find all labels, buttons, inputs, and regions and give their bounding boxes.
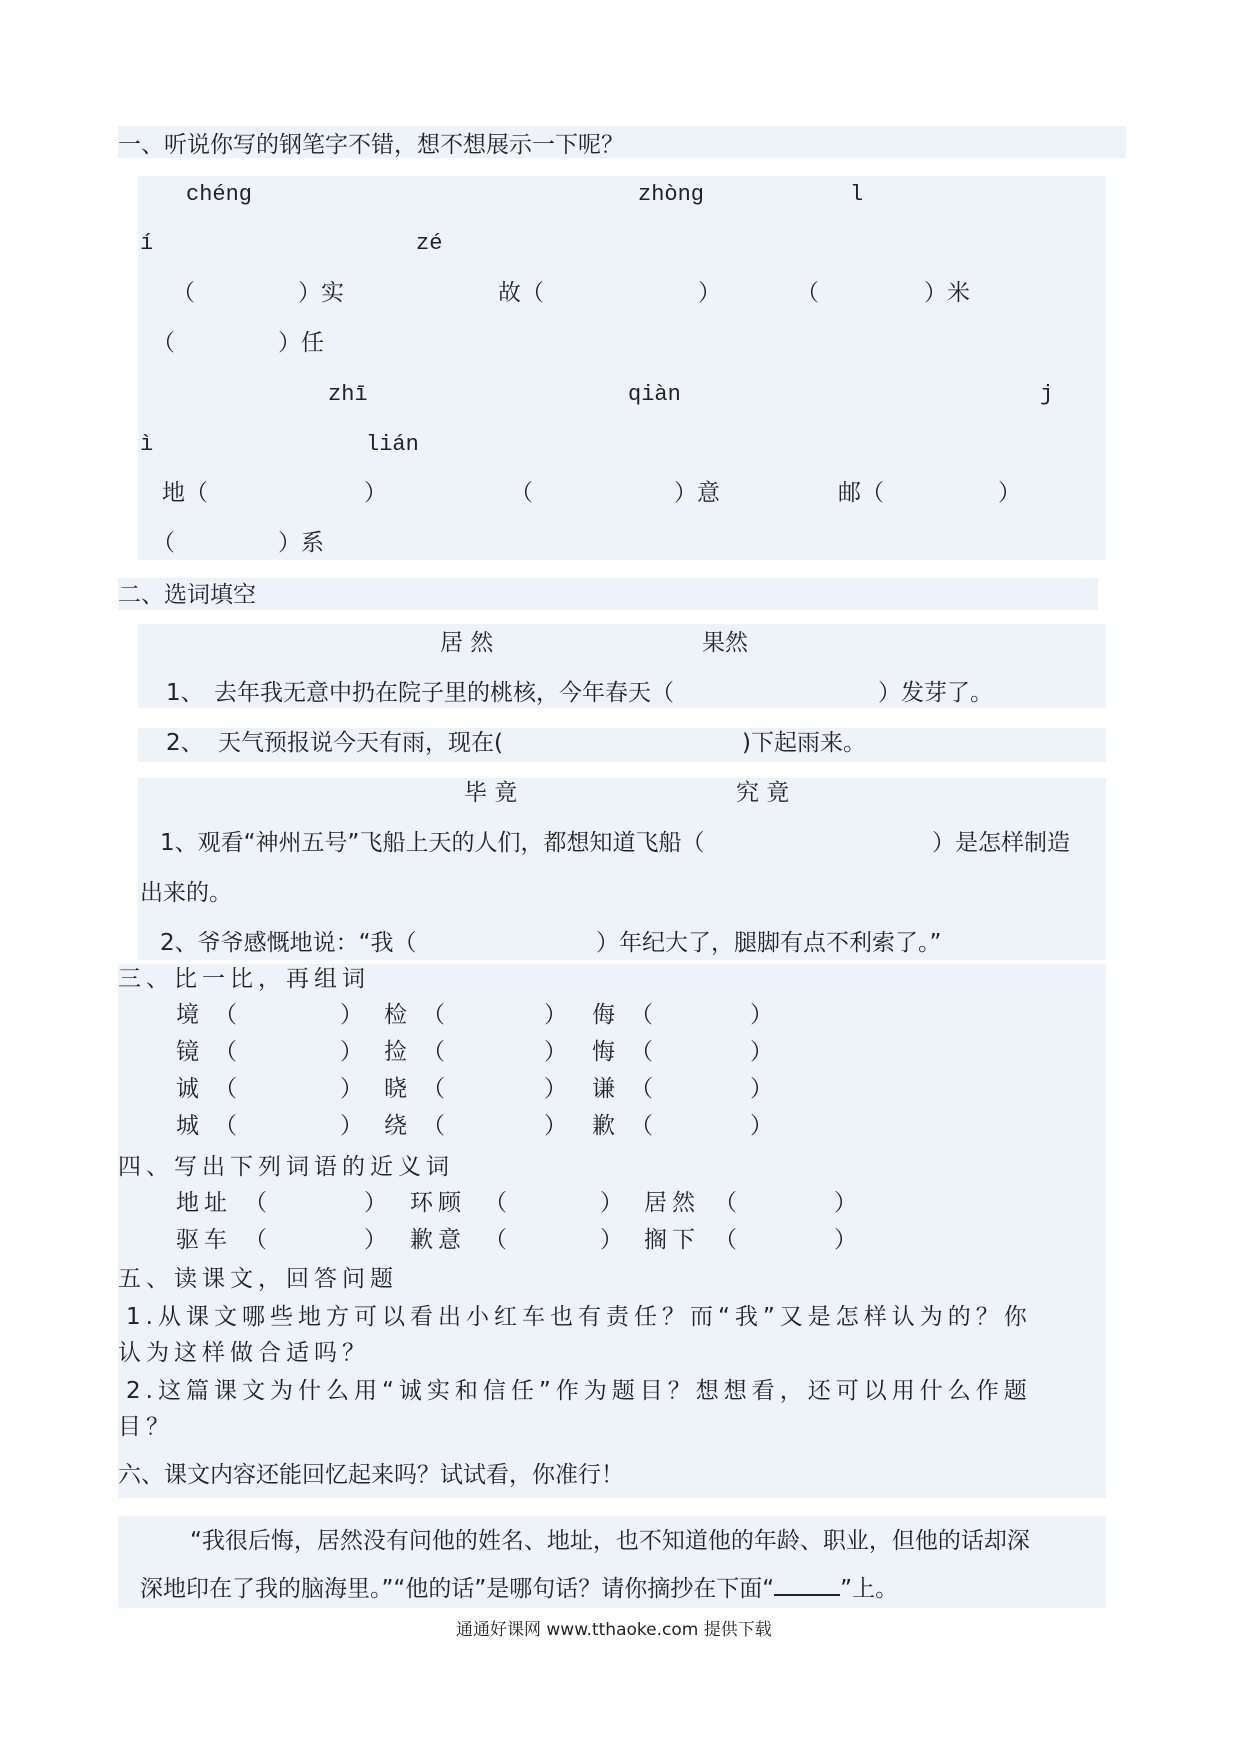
paren-close: ） bbox=[340, 1002, 363, 1028]
paren-open: （ bbox=[172, 280, 195, 306]
paren-open: （ bbox=[630, 1113, 653, 1139]
paren-close: ） bbox=[600, 1190, 623, 1216]
word-yi: ）意 bbox=[674, 480, 720, 506]
paren-open: （ bbox=[796, 280, 819, 306]
paren-open: （ bbox=[484, 1190, 507, 1216]
paren-open: （ bbox=[484, 1227, 507, 1253]
answer-blank-line bbox=[774, 1578, 840, 1596]
choice-bijing: 毕 竟 bbox=[464, 780, 518, 806]
paren-open: （ bbox=[714, 1190, 737, 1216]
pinyin-zhi: zhī bbox=[328, 382, 368, 407]
compare-char: 检 bbox=[384, 1002, 407, 1028]
word-shi: ）实 bbox=[298, 280, 344, 306]
word-di: 地（ bbox=[162, 480, 208, 506]
paren-close: ） bbox=[698, 280, 721, 306]
paren-close: ） bbox=[340, 1113, 363, 1139]
compare-char: 歉 bbox=[592, 1113, 615, 1139]
compare-char: 悔 bbox=[592, 1039, 615, 1065]
section6-title: 六、课文内容还能回忆起来吗？试试看，你准行！ bbox=[118, 1462, 624, 1488]
word-you: 邮（ bbox=[838, 480, 884, 506]
item-number: 2、 bbox=[166, 730, 204, 756]
paren-open: （ bbox=[152, 330, 175, 356]
compare-char: 谦 bbox=[592, 1076, 615, 1102]
synonym-word: 地址 bbox=[176, 1190, 232, 1216]
section1-title: 一、听说你写的钢笔字不错，想不想展示一下呢？ bbox=[118, 132, 624, 158]
paren-open: （ bbox=[244, 1227, 267, 1253]
item-number: 1、 bbox=[166, 680, 204, 706]
pinyin-i: í bbox=[140, 231, 154, 256]
paren-open: （ bbox=[214, 1002, 237, 1028]
paren-close: ） bbox=[544, 1113, 567, 1139]
paren-open: （ bbox=[422, 1039, 445, 1065]
pinyin-l: l bbox=[850, 182, 864, 207]
paren-close: ） bbox=[544, 1039, 567, 1065]
pinyin-lian: lián bbox=[366, 432, 419, 457]
sentence-b2: 2、爷爷感慨地说：“我（ bbox=[160, 930, 417, 956]
paren-close: ） bbox=[340, 1076, 363, 1102]
compare-char: 境 bbox=[176, 1002, 199, 1028]
paren-open: （ bbox=[244, 1190, 267, 1216]
sentence-b1-cont: 出来的。 bbox=[140, 880, 232, 906]
sentence-a1: 去年我无意中扔在院子里的桃核，今年春天（ bbox=[214, 680, 674, 706]
compare-char: 诚 bbox=[176, 1076, 199, 1102]
section4-title: 四、写出下列词语的近义词 bbox=[118, 1154, 454, 1180]
sentence-a2-end: )下起雨来。 bbox=[742, 730, 866, 756]
question2-cont: 目？ bbox=[118, 1414, 174, 1440]
synonym-word: 搁下 bbox=[644, 1227, 700, 1253]
choice-guoran: 果然 bbox=[702, 630, 748, 656]
word-mi: ）米 bbox=[924, 280, 970, 306]
paren-open: （ bbox=[630, 1039, 653, 1065]
paren-open: （ bbox=[714, 1227, 737, 1253]
paren-close: ） bbox=[544, 1076, 567, 1102]
footer-credit: 通通好课网 www.tthaoke.com 提供下载 bbox=[456, 1620, 772, 1640]
passage-line1: “我很后悔，居然没有问他的姓名、地址，也不知道他的年龄、职业，但他的话却深 bbox=[190, 1528, 1030, 1554]
compare-char: 绕 bbox=[384, 1113, 407, 1139]
paren-close: ） bbox=[750, 1002, 773, 1028]
passage-line2: 深地印在了我的脑海里。”“他的话”是哪句话？请你摘抄在下面“ ”上。 bbox=[140, 1576, 899, 1602]
paren-close: ） bbox=[340, 1039, 363, 1065]
paren-close: ） bbox=[750, 1076, 773, 1102]
paren-open: （ bbox=[630, 1002, 653, 1028]
choice-juran: 居 然 bbox=[440, 630, 494, 656]
question2: 2.这篇课文为什么用“诚实和信任”作为题目？想想看，还可以用什么作题 bbox=[126, 1378, 1032, 1404]
question1: 1.从课文哪些地方可以看出小红车也有责任？而“我”又是怎样认为的？你 bbox=[126, 1304, 1032, 1330]
synonym-word: 居然 bbox=[644, 1190, 700, 1216]
word-gu: 故（ bbox=[498, 280, 544, 306]
synonym-word: 环顾 bbox=[410, 1190, 466, 1216]
compare-char: 晓 bbox=[384, 1076, 407, 1102]
pinyin-qian: qiàn bbox=[628, 382, 681, 407]
paren-open: （ bbox=[152, 530, 175, 556]
compare-char: 侮 bbox=[592, 1002, 615, 1028]
pinyin-i2: ì bbox=[140, 432, 154, 457]
sentence-b2-end: ）年纪大了，腿脚有点不利索了。” bbox=[596, 930, 942, 956]
synonym-word: 歉意 bbox=[410, 1227, 466, 1253]
paren-open: （ bbox=[510, 480, 533, 506]
paren-close: ） bbox=[834, 1190, 857, 1216]
paren-close: ） bbox=[750, 1113, 773, 1139]
sentence-b1: 1、观看“神州五号”飞船上天的人们，都想知道飞船（ bbox=[160, 830, 705, 856]
paren-close: ） bbox=[364, 1227, 387, 1253]
section2-title: 二、选词填空 bbox=[118, 582, 256, 608]
compare-char: 城 bbox=[176, 1113, 199, 1139]
paren-open: （ bbox=[422, 1113, 445, 1139]
paren-close: ） bbox=[834, 1227, 857, 1253]
paren-open: （ bbox=[630, 1076, 653, 1102]
sentence-b1-end: ）是怎样制造 bbox=[932, 830, 1070, 856]
paren-open: （ bbox=[422, 1076, 445, 1102]
paren-open: （ bbox=[214, 1113, 237, 1139]
section5-title: 五、读课文，回答问题 bbox=[118, 1266, 398, 1292]
pinyin-cheng: chéng bbox=[186, 182, 253, 207]
sentence-a1-end: ）发芽了。 bbox=[878, 680, 993, 706]
paren-close: ） bbox=[600, 1227, 623, 1253]
question1-cont: 认为这样做合适吗？ bbox=[118, 1340, 370, 1366]
word-ren: ）任 bbox=[278, 330, 324, 356]
synonym-word: 驱车 bbox=[176, 1227, 232, 1253]
paren-open: （ bbox=[214, 1076, 237, 1102]
paren-open: （ bbox=[422, 1002, 445, 1028]
paren-open: （ bbox=[214, 1039, 237, 1065]
word-xi: ）系 bbox=[278, 530, 324, 556]
sentence-a2: 天气预报说今天有雨，现在( bbox=[218, 730, 503, 756]
choice-jiujing: 究 竟 bbox=[736, 780, 790, 806]
pinyin-ze: zé bbox=[416, 231, 443, 256]
pinyin-j: j bbox=[1040, 382, 1054, 407]
paren-close: ） bbox=[544, 1002, 567, 1028]
section3-title: 三、比一比，再组词 bbox=[118, 966, 370, 992]
compare-char: 镜 bbox=[176, 1039, 199, 1065]
paren-close: ） bbox=[750, 1039, 773, 1065]
paren-close: ） bbox=[364, 480, 387, 506]
paren-close: ） bbox=[998, 480, 1021, 506]
pinyin-zhong: zhòng bbox=[638, 182, 705, 207]
paren-close: ） bbox=[364, 1190, 387, 1216]
compare-char: 捡 bbox=[384, 1039, 407, 1065]
